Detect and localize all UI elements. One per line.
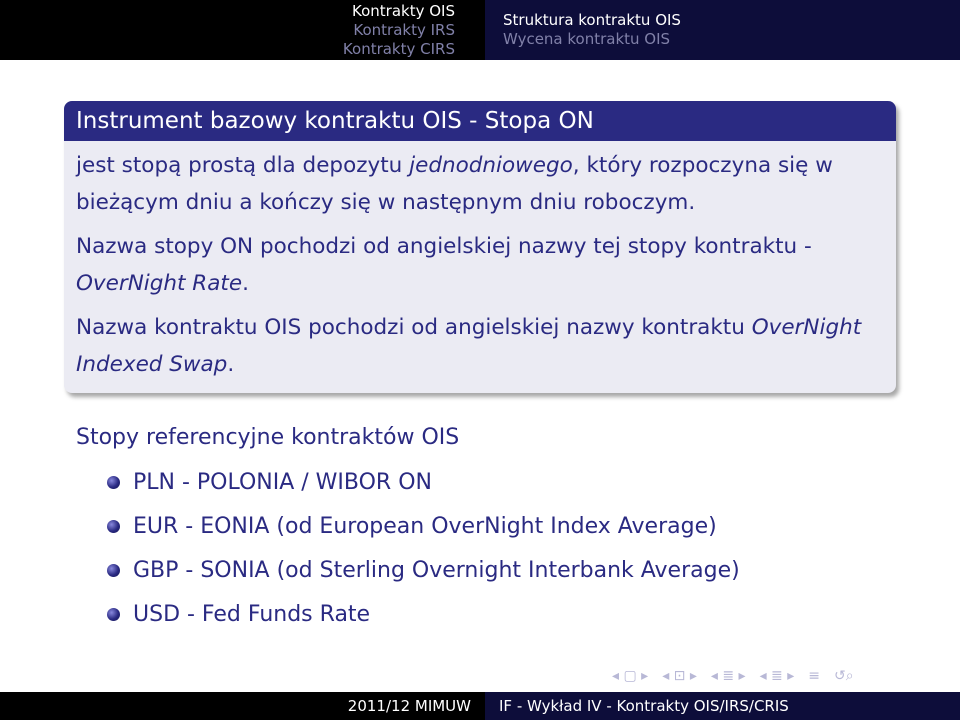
block-title: Instrument bazowy kontraktu OIS - Stopa ON: [64, 101, 896, 141]
nav-section-cirs[interactable]: Kontrakty CIRS: [342, 39, 455, 58]
frame-nav-icon[interactable]: ◂ ▢ ▸: [612, 668, 649, 684]
list-item: [76, 460, 936, 504]
header-sections: [0, 0, 485, 60]
nav-subsection-struktura[interactable]: Struktura kontraktu OIS: [503, 11, 681, 29]
search-back-icon[interactable]: ↺⌕: [833, 668, 854, 684]
section-next-nav-icon[interactable]: ◂ ≣ ▸: [759, 668, 795, 684]
text: .: [242, 271, 249, 296]
list-item: [76, 504, 936, 548]
reference-rates: [76, 418, 936, 636]
list-item-text: USD - Fed Funds Rate: [133, 601, 371, 627]
footer-left: 2011/12 MIMUW: [0, 692, 485, 720]
emphasis: OverNight Rate: [76, 271, 243, 296]
nav-subsection-wycena[interactable]: Wycena kontraktu OIS: [503, 30, 671, 48]
text: Nazwa stopy ON pochodzi od angielskiej nazwy tej stopy kontraktu -: [76, 234, 812, 259]
definition-block: [64, 101, 896, 393]
header-subsections: [485, 0, 960, 60]
header-bar: [0, 0, 960, 60]
bullet-icon: [107, 608, 120, 621]
bullet-icon: [107, 520, 120, 533]
document-nav-icon[interactable]: ≡: [808, 668, 820, 684]
nav-section-ois[interactable]: Kontrakty OIS: [352, 1, 455, 20]
reference-rates-title: Stopy referencyjne kontraktów OIS: [76, 425, 460, 450]
section-prev-nav-icon[interactable]: ◂ ≣ ▸: [710, 668, 746, 684]
paragraph-rate-name: [76, 228, 884, 302]
block-body: [64, 141, 896, 393]
emphasis: OverNight Indexed Swap: [76, 315, 862, 377]
list-item-text: EUR - EONIA (od European OverNight Index Average): [133, 513, 717, 539]
list-item: [76, 592, 936, 636]
bullet-icon: [107, 476, 120, 489]
text: jest stopą prostą dla depozytu: [76, 153, 410, 178]
footer-right: IF - Wykład IV - Kontrakty OIS/IRS/CRIS: [485, 692, 960, 720]
text: .: [227, 352, 235, 377]
list-item-text: GBP - SONIA (od Sterling Overnight Interbank Average): [133, 557, 740, 583]
bullet-icon: [107, 564, 120, 577]
reference-rates-list: [76, 460, 936, 636]
list-item: [76, 548, 936, 592]
paragraph-definition: [76, 147, 884, 221]
emphasis: jednodniowego: [409, 153, 573, 178]
paragraph-contract-name: [76, 309, 884, 383]
text: , który rozpoczyna się w bieżącym dniu a kończy się w następnym dniu roboczym.: [76, 153, 833, 215]
footer-bar: [0, 692, 960, 720]
text: Nazwa kontraktu OIS pochodzi od angielskiej nazwy kontraktu: [76, 315, 752, 340]
subsection-nav-icon[interactable]: ◂ ⊡ ▸: [662, 668, 697, 684]
beamer-navigation: [612, 668, 854, 684]
list-item-text: PLN - POLONIA / WIBOR ON: [133, 469, 432, 495]
nav-section-irs[interactable]: Kontrakty IRS: [353, 20, 455, 39]
